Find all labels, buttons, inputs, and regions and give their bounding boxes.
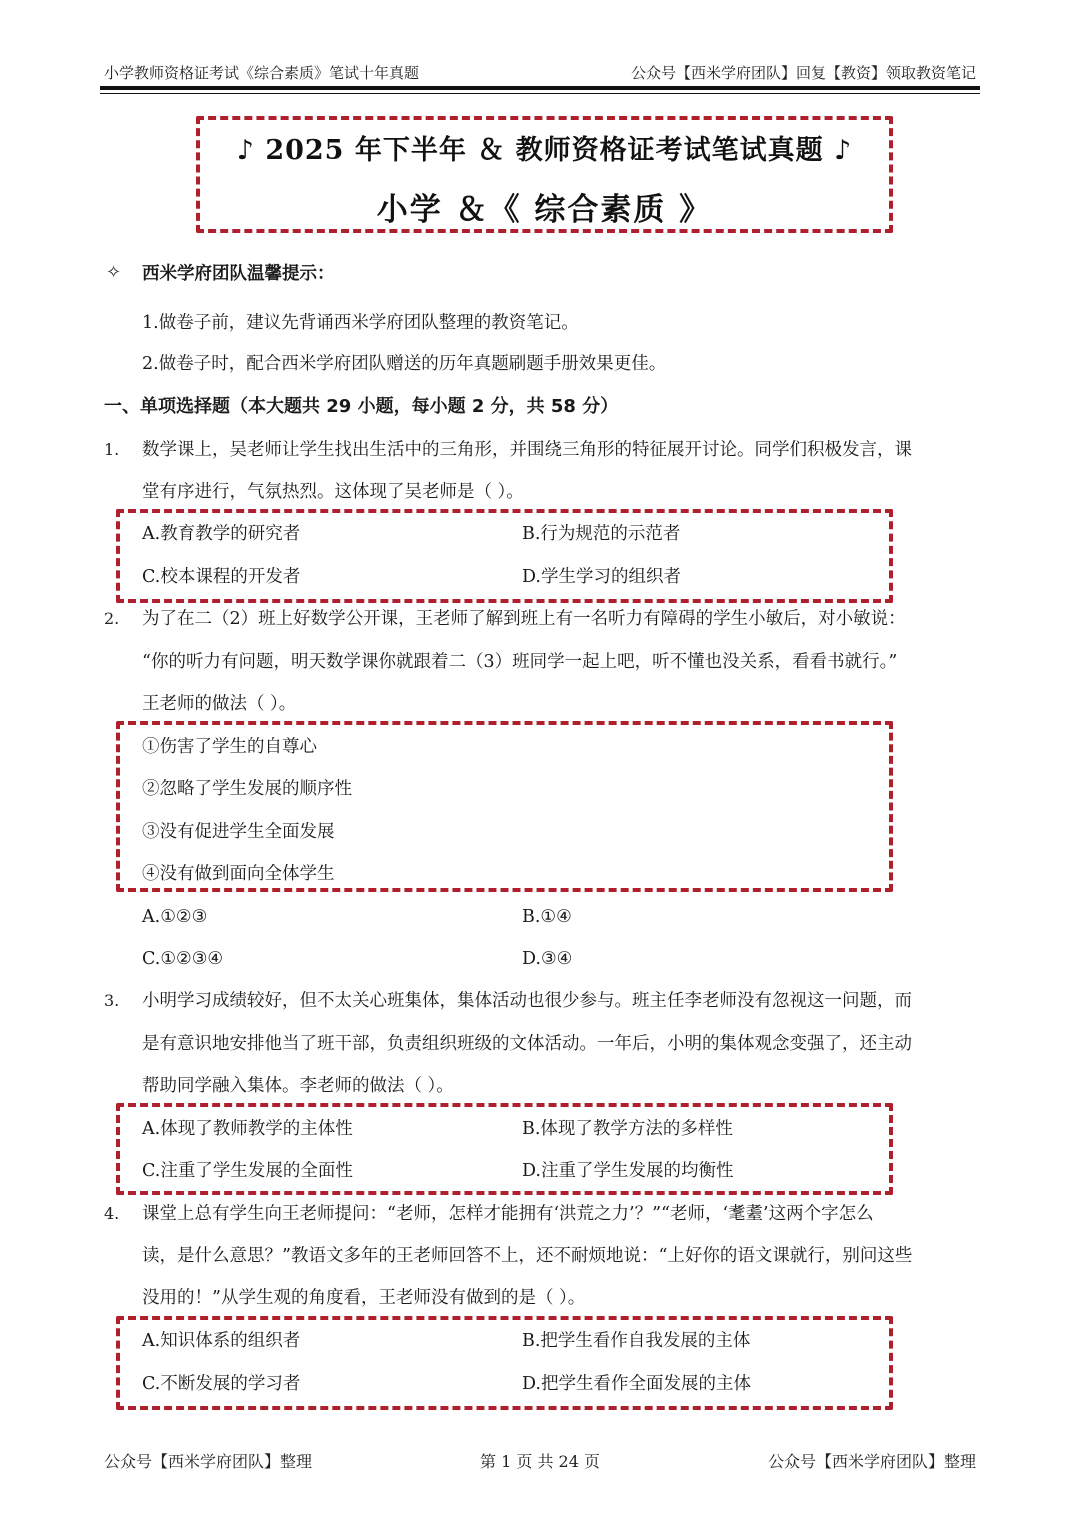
question-text: 小明学习成绩较好，但不太关心班集体，集体活动也很少参与。班主任李老师没有忽视这一问题，而 [142,991,912,1011]
option-b: B.行为规范的示范者 [522,524,681,544]
option-b: B.体现了教学方法的多样性 [522,1119,733,1139]
option-d: D.把学生看作全面发展的主体 [522,1374,751,1394]
header-rule-thin [100,93,980,94]
exam-title: ♪ 2025 年下半年 ＆ 教师资格证考试笔试真题 ♪ [236,135,853,166]
footer-left: 公众号【西米学府团队】整理 [104,1452,313,1471]
page-header-left: 小学教师资格证考试《综合素质》笔试十年真题 [104,64,420,82]
question-text: 是有意识地安排他当了班干部，负责组织班级的文体活动。一年后，小明的集体观念变强了，还主动 [142,1034,912,1054]
question-number: 1. [104,440,120,459]
option-a: A.知识体系的组织者 [142,1331,301,1351]
option-a: A.①②③ [142,907,208,927]
exam-subtitle: 小学 ＆《 综合素质 》 [376,192,713,228]
question-text: “你的听力有问题，明天数学课你就跟着二（3）班同学一起上吧，听不懂也没关系，看看书就行。” [142,652,898,672]
question-text: 没用的！”从学生观的角度看，王老师没有做到的是（ ）。 [142,1288,586,1308]
question-text: 王老师的做法（ ）。 [142,694,297,714]
statement-item: ④没有做到面向全体学生 [142,864,335,884]
question-text: 读，是什么意思？”教语文多年的王老师回答不上，还不耐烦地说：“上好你的语文课就行，别问这些 [142,1246,913,1266]
option-b: B.把学生看作自我发展的主体 [522,1331,751,1351]
question-text: 课堂上总有学生向王老师提问：“老师，怎样才能拥有‘洪荒之力’？”“老师，‘耄耋’这两个字怎么 [142,1204,874,1224]
option-c: C.注重了学生发展的全面性 [142,1161,353,1181]
statement-item: ③没有促进学生全面发展 [142,822,335,842]
header-rule-thick [100,86,980,90]
question-number: 3. [104,991,120,1010]
option-a: A.体现了教师教学的主体性 [142,1119,353,1139]
tip-item: 1.做卷子前，建议先背诵西米学府团队整理的教资笔记。 [142,313,579,333]
option-d: D.③④ [522,949,573,969]
statement-item: ①伤害了学生的自尊心 [142,737,317,757]
question-text: 为了在二（2）班上好数学公开课，王老师了解到班上有一名听力有障碍的学生小敏后，对小敏说： [142,609,906,629]
tip-item: 2.做卷子时，配合西米学府团队赠送的历年真题刷题手册效果更佳。 [142,354,667,374]
tips-heading: 西米学府团队温馨提示： [142,264,335,284]
option-b: B.①④ [522,907,572,927]
page-number: 第 1 页 共 24 页 [480,1452,600,1471]
option-c: C.①②③④ [142,949,224,969]
statement-item: ②忽略了学生发展的顺序性 [142,779,352,799]
question-number: 2. [104,609,120,628]
page-header-right: 公众号【西米学府团队】回复【教资】领取教资笔记 [630,64,976,82]
option-c: C.校本课程的开发者 [142,567,301,587]
option-a: A.教育教学的研究者 [142,524,301,544]
option-d: D.学生学习的组织者 [522,567,681,587]
section-title: 一、单项选择题（本大题共 29 小题，每小题 2 分，共 58 分） [104,396,619,417]
question-text: 帮助同学融入集体。李老师的做法（ ）。 [142,1076,454,1096]
option-d: D.注重了学生发展的均衡性 [522,1161,734,1181]
question-text: 数学课上，吴老师让学生找出生活中的三角形，并围绕三角形的特征展开讨论。同学们积极发言，课 [142,440,912,460]
sparkle-icon: ✧ [106,262,122,283]
question-number: 4. [104,1204,120,1223]
footer-right: 公众号【西米学府团队】整理 [767,1452,976,1471]
question-text: 堂有序进行，气氛热烈。这体现了吴老师是（ ）。 [142,482,524,502]
option-c: C.不断发展的学习者 [142,1374,301,1394]
